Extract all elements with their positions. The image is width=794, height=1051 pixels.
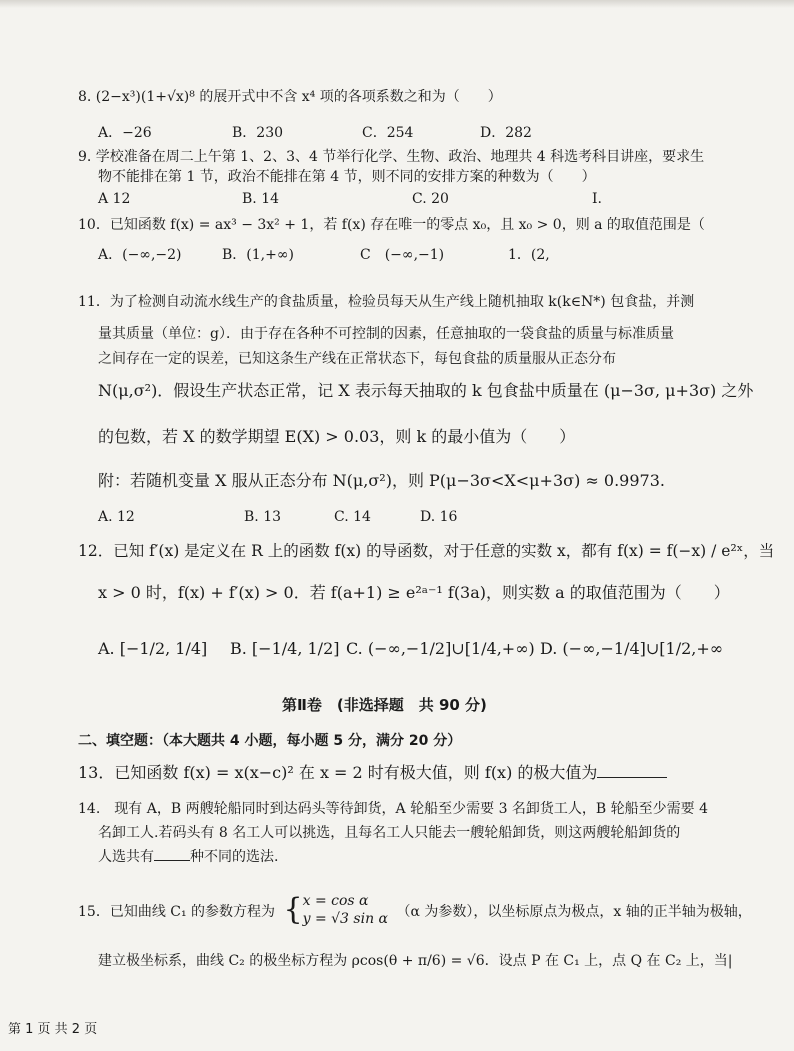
question-11-option-b: B. 13 <box>244 509 282 525</box>
parametric-system <box>284 892 389 928</box>
question-11-line4: N(μ,σ²)．假设生产状态正常，记 X 表示每天抽取的 k 包食盐中质量在 (μ−3σ, μ+3σ) 之外 <box>98 381 754 400</box>
question-10-option-b: B．(1,+∞) <box>222 247 294 263</box>
question-11-line3: 之间存在一定的误差，已知这条生产线在正常状态下，每包食盐的质量服从正态分布 <box>98 351 616 367</box>
question-11-line2: 量其质量（单位：g）．由于存在各种不可控制的因素，任意抽取的一袋食盐的质量与标准质量 <box>98 326 674 342</box>
question-10-option-c: C (−∞,−1) <box>360 247 445 263</box>
question-12-line2: x > 0 时，f(x) + f′(x) > 0．若 f(a+1) ≥ e²ᵃ⁻¹ f(3a)，则实数 a 的取值范围为（ ） <box>98 583 730 602</box>
question-8-option-b: B．230 <box>232 125 284 141</box>
question-12-line1: 12．已知 f′(x) 是定义在 R 上的函数 f(x) 的导函数，对于任意的实数 x，都有 f(x) = f(−x) / e²ˣ，当 <box>78 542 775 560</box>
question-8-option-c: C．254 <box>362 125 414 141</box>
question-14-line3-end: 种不同的选法. <box>190 849 279 865</box>
question-8-option-d: D．282 <box>480 125 532 141</box>
question-9-option-c: C. 20 <box>412 191 449 207</box>
brace-symbol: { <box>283 892 303 927</box>
section-2-title: 第Ⅱ卷 (非选择题 共 90 分) <box>282 696 487 714</box>
question-11-option-d: D. 16 <box>420 509 458 525</box>
scan-top-edge <box>0 0 794 8</box>
answer-blank <box>597 765 667 778</box>
param-eq-x: x = cos α <box>302 893 369 909</box>
question-12-option-b: B. [−1/4, 1/2] <box>230 639 340 658</box>
question-12-option-d: D. (−∞,−1/4]∪[1/2,+∞ <box>540 639 724 658</box>
param-eq-y: y = √3 sin α <box>302 911 388 927</box>
question-11-option-a: A. 12 <box>98 509 135 525</box>
question-9-stem-line2: 物不能排在第 1 节，政治不能排在第 4 节，则不同的安排方案的种数为（ ） <box>98 169 596 185</box>
question-15-line2: 建立极坐标系，曲线 C₂ 的极坐标方程为 ρcos(θ + π/6) = √6．设点 P 在 C₁ 上，点 Q 在 C₂ 上，当| <box>98 953 733 969</box>
question-12-option-c: C. (−∞,−1/2]∪[1/4,+∞) <box>346 639 535 658</box>
question-11-option-c: C. 14 <box>334 509 371 525</box>
question-9-option-b: B. 14 <box>242 191 280 207</box>
question-14-line2: 名卸工人.若码头有 8 名工人可以挑选，且每名工人只能去一艘轮船卸货，则这两艘轮船卸货的 <box>98 825 681 841</box>
question-9-option-d: I. <box>592 191 602 207</box>
question-8-option-a: A．−26 <box>98 125 152 141</box>
answer-blank <box>154 848 190 861</box>
page-number-footer: 第 1 页 共 2 页 <box>8 1022 98 1037</box>
question-13-stem: 13．已知函数 f(x) = x(x−c)² 在 x = 2 时有极大值，则 f(x) 的极大值为 <box>78 763 598 782</box>
question-11-line5: 的包数，若 X 的数学期望 E(X) > 0.03，则 k 的最小值为（ ） <box>98 427 576 446</box>
question-11-line1: 11．为了检测自动流水线生产的食盐质量，检验员每天从生产线上随机抽取 k(k∈N*) 包食盐，并测 <box>78 294 695 310</box>
question-8-stem: 8. (2−x³)(1+√x)⁸ 的展开式中不含 x⁴ 项的各项系数之和为（ ） <box>78 89 502 105</box>
question-14-line3 <box>98 848 278 866</box>
question-12-option-a: A. [−1/2, 1/4] <box>98 639 208 658</box>
question-15-line1 <box>78 894 752 930</box>
question-9-option-a: A 12 <box>98 191 131 207</box>
question-14-line3-start: 人选共有 <box>98 849 154 865</box>
question-10-option-d: 1．(2, <box>508 247 550 263</box>
question-10-stem: 10．已知函数 f(x) = ax³ − 3x² + 1，若 f(x) 存在唯一的零点 x₀，且 x₀ > 0，则 a 的取值范围是（ <box>78 217 705 233</box>
question-11-appendix: 附：若随机变量 X 服从正态分布 N(μ,σ²)，则 P(μ−3σ<X<μ+3σ) ≈ 0.9973. <box>98 471 665 490</box>
question-14-line1: 14. 现有 A，B 两艘轮船同时到达码头等待卸货，A 轮船至少需要 3 名卸货工人，B 轮船至少需要 4 <box>78 801 709 817</box>
question-15-intro-rest: （α 为参数），以坐标原点为极点，x 轴的正半轴为极轴， <box>396 904 752 920</box>
question-13-line <box>78 764 667 782</box>
question-9-stem-line1: 9. 学校准备在周二上午第 1、2、3、4 节举行化学、生物、政治、地理共 4 科选考科目讲座，要求生 <box>78 149 705 165</box>
question-10-option-a: A．(−∞,−2) <box>98 247 182 263</box>
question-15-intro: 15．已知曲线 C₁ 的参数方程为 <box>78 904 276 920</box>
fill-in-section-heading: 二、填空题：（本大题共 4 小题，每小题 5 分，满分 20 分） <box>78 733 462 749</box>
